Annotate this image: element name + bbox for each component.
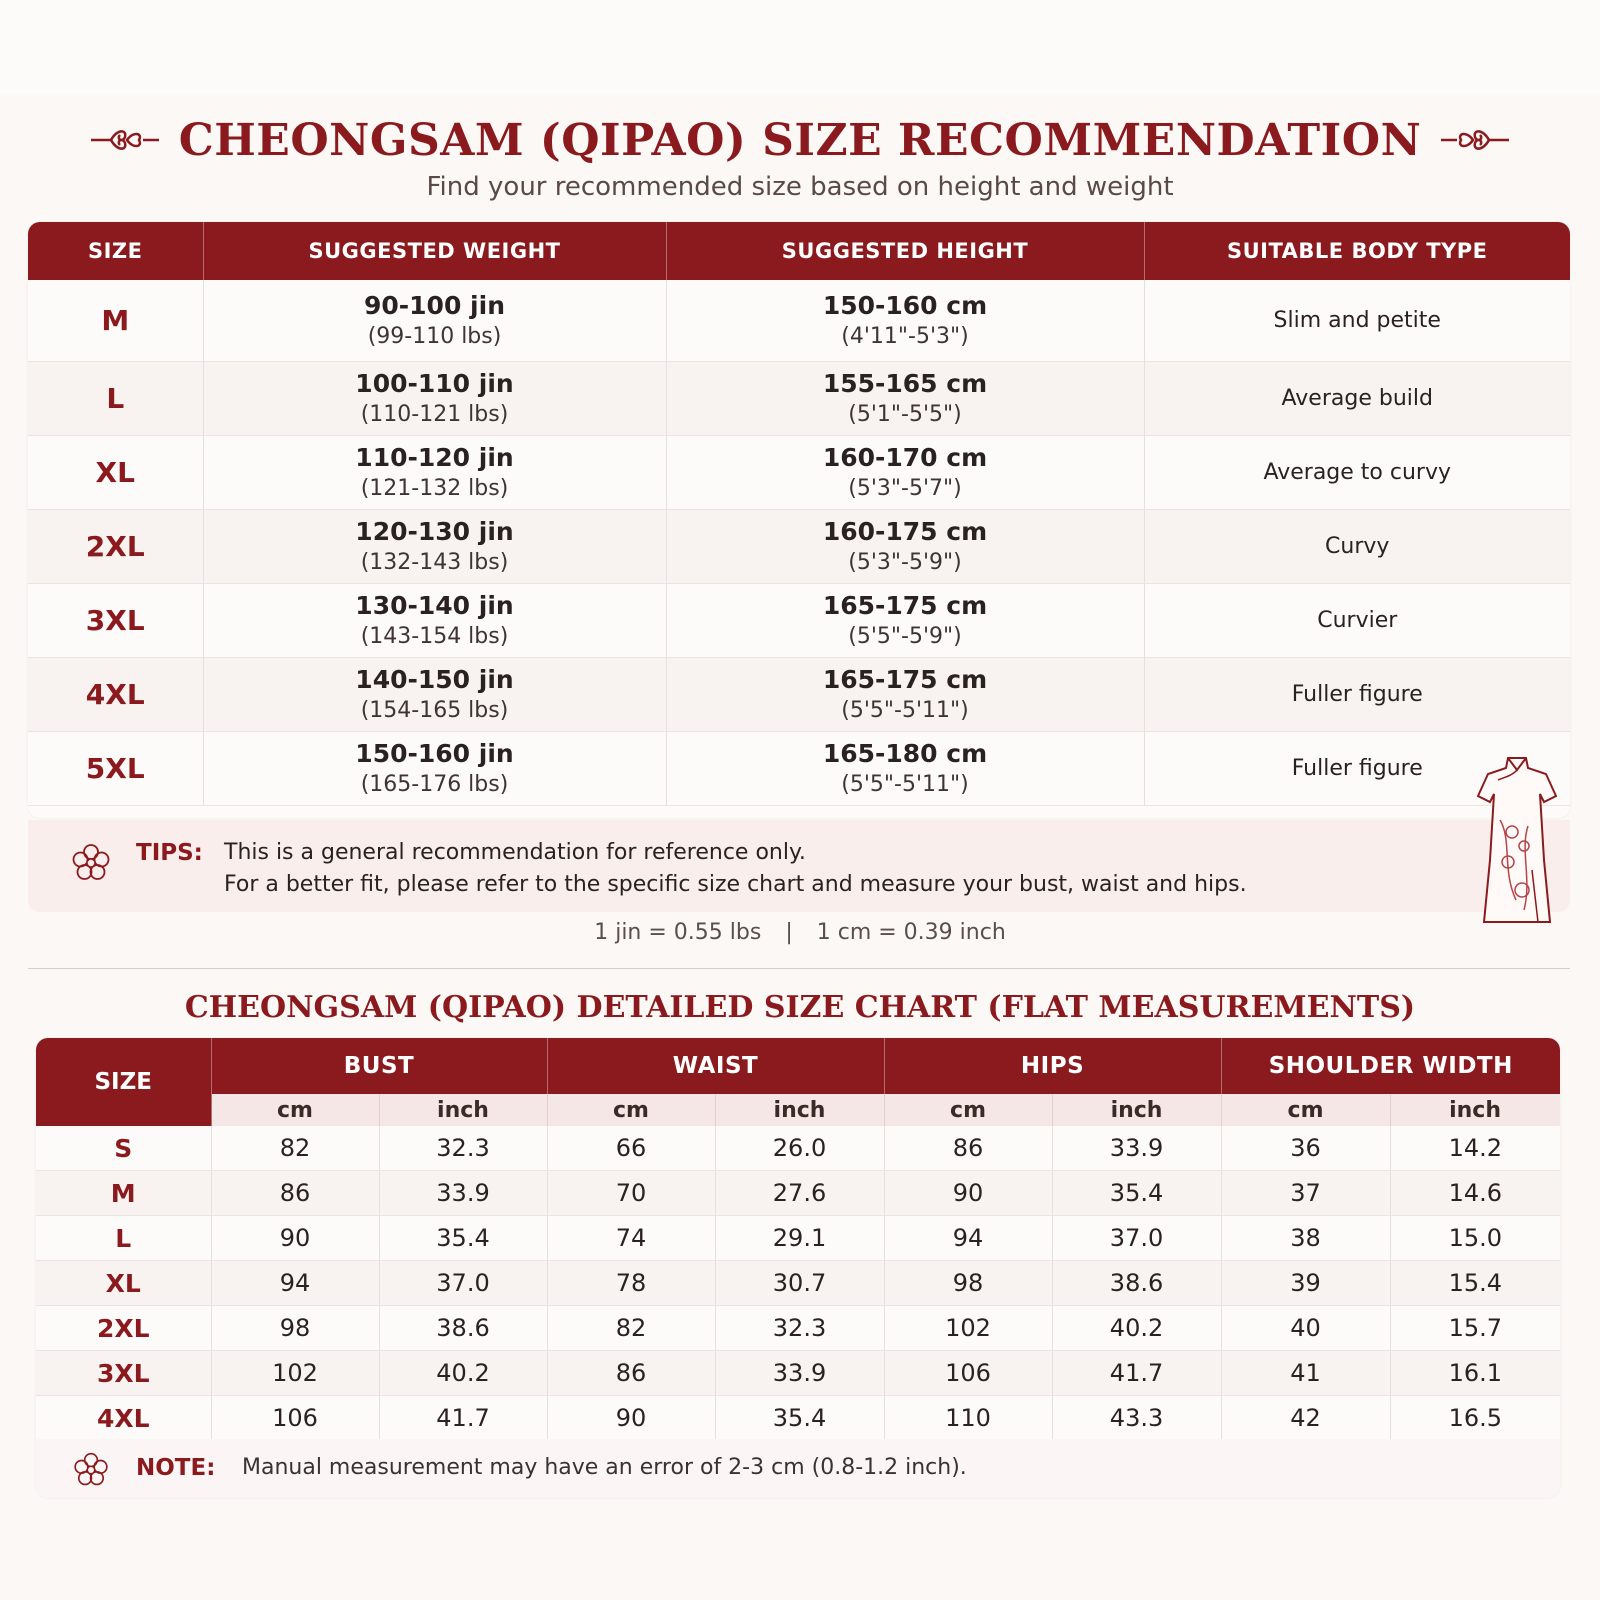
height-ft: (5'5"-5'11") [841,697,969,723]
hips-inch-cell: 35.4 [1052,1171,1221,1216]
height-cell [666,658,1144,732]
shoulder-inch-cell: 15.7 [1390,1306,1560,1351]
weight-jin: 150-160 jin [355,738,514,768]
body-type: Average to curvy [1144,436,1570,510]
table-row [36,1396,1560,1441]
detailed-chart-title: CHEONGSAM (QIPAO) DETAILED SIZE CHART (FLAT MEASUREMENTS) [184,990,1416,1025]
shoulder-cm-cell: 41 [1221,1351,1390,1396]
bust-cm-cell: 90 [211,1216,379,1261]
body-type: Curvier [1144,584,1570,658]
waist-cm-cell: 66 [547,1126,715,1171]
ornament-left-icon [89,125,161,155]
recommendation-row [28,436,1570,510]
bust-cm-cell: 102 [211,1351,379,1396]
bust-inch-cell: 38.6 [379,1306,547,1351]
recommendation-table-card [28,222,1570,818]
weight-lbs: (165-176 lbs) [360,771,509,797]
size-label: M [36,1171,211,1216]
size-label: 3XL [28,584,203,658]
height-cm: 160-175 cm [822,516,988,546]
group-header-bust: BUST [211,1038,547,1094]
weight-lbs: (154-165 lbs) [360,697,509,723]
group-header-hips: HIPS [884,1038,1221,1094]
shoulder-inch-cell: 15.0 [1390,1216,1560,1261]
size-label: XL [36,1261,211,1306]
recommendation-row [28,362,1570,436]
group-header-waist: WAIST [547,1038,884,1094]
weight-jin: 110-120 jin [355,442,514,472]
conversion-jin: 1 jin = 0.55 lbs [594,920,762,945]
bust-inch-cell: 37.0 [379,1261,547,1306]
weight-jin: 140-150 jin [355,664,514,694]
weight-lbs: (132-143 lbs) [360,549,509,575]
bust-inch-cell: 32.3 [379,1126,547,1171]
table-row [36,1306,1560,1351]
bust-cm-cell: 86 [211,1171,379,1216]
body-type: Slim and petite [1144,280,1570,362]
hips-cm-cell: 98 [884,1261,1052,1306]
table-row [36,1261,1560,1306]
weight-jin: 120-130 jin [355,516,514,546]
waist-cm-cell: 86 [547,1351,715,1396]
recommendation-row [28,510,1570,584]
height-cm: 165-180 cm [822,738,988,768]
weight-jin: 90-100 jin [364,290,505,320]
conversion-separator: | [785,920,793,945]
unit-header: inch [1052,1094,1221,1126]
unit-header: inch [1390,1094,1560,1126]
hips-cm-cell: 110 [884,1396,1052,1441]
weight-cell [203,510,666,584]
shoulder-cm-cell: 42 [1221,1396,1390,1441]
bust-cm-cell: 94 [211,1261,379,1306]
waist-cm-cell: 78 [547,1261,715,1306]
shoulder-inch-cell: 14.2 [1390,1126,1560,1171]
height-cell [666,436,1144,510]
shoulder-cm-cell: 36 [1221,1126,1390,1171]
height-ft: (5'3"-5'7") [848,475,962,501]
height-cell [666,732,1144,806]
weight-cell [203,584,666,658]
height-cm: 155-165 cm [822,368,988,398]
bust-cm-cell: 82 [211,1126,379,1171]
height-ft: (5'5"-5'11") [841,771,969,797]
hips-inch-cell: 38.6 [1052,1261,1221,1306]
waist-inch-cell: 32.3 [715,1306,884,1351]
height-cell [666,362,1144,436]
tips-label: TIPS: [136,840,203,866]
detailed-unit-header-row [36,1094,1560,1126]
bust-inch-cell: 33.9 [379,1171,547,1216]
body-type: Curvy [1144,510,1570,584]
hips-inch-cell: 40.2 [1052,1306,1221,1351]
hips-cm-cell: 86 [884,1126,1052,1171]
height-cm: 165-175 cm [822,590,988,620]
body-type: Fuller figure [1144,658,1570,732]
waist-cm-cell: 90 [547,1396,715,1441]
recommendation-row [28,584,1570,658]
height-ft: (5'1"-5'5") [848,401,962,427]
size-label: L [28,362,203,436]
tips-text-line-1: This is a general recommendation for reference only. [224,840,806,865]
column-header-weight: SUGGESTED WEIGHT [203,222,666,280]
unit-conversion [0,920,1600,945]
hips-inch-cell: 33.9 [1052,1126,1221,1171]
shoulder-cm-cell: 37 [1221,1171,1390,1216]
section-divider [28,968,1570,969]
waist-inch-cell: 29.1 [715,1216,884,1261]
height-cell [666,510,1144,584]
weight-cell [203,732,666,806]
page-title: CHEONGSAM (QIPAO) SIZE RECOMMENDATION [178,114,1422,166]
bust-cm-cell: 106 [211,1396,379,1441]
plum-flower-icon [70,842,112,884]
detailed-group-header-row [36,1038,1560,1094]
shoulder-inch-cell: 15.4 [1390,1261,1560,1306]
group-header-shoulder-width: SHOULDER WIDTH [1221,1038,1560,1094]
weight-lbs: (121-132 lbs) [360,475,509,501]
waist-inch-cell: 27.6 [715,1171,884,1216]
waist-cm-cell: 70 [547,1171,715,1216]
height-cm: 160-170 cm [822,442,988,472]
size-label: S [36,1126,211,1171]
column-header-height: SUGGESTED HEIGHT [666,222,1144,280]
table-row [36,1171,1560,1216]
unit-header: cm [884,1094,1052,1126]
height-cm: 165-175 cm [822,664,988,694]
weight-cell [203,436,666,510]
title-row [0,108,1600,172]
tips-box [28,820,1570,912]
page-subtitle: Find your recommended size based on height and weight [426,172,1174,202]
table-row [36,1126,1560,1171]
detailed-size-table-card [36,1038,1560,1498]
shoulder-cm-cell: 40 [1221,1306,1390,1351]
size-label: XL [28,436,203,510]
size-label: M [28,280,203,362]
weight-lbs: (99-110 lbs) [367,323,502,349]
unit-header: inch [379,1094,547,1126]
tips-text-line-2: For a better fit, please refer to the specific size chart and measure your bust, waist and hips. [224,872,1247,897]
waist-inch-cell: 35.4 [715,1396,884,1441]
height-cell [666,280,1144,362]
waist-inch-cell: 26.0 [715,1126,884,1171]
note-label: NOTE: [136,1455,216,1481]
hips-cm-cell: 106 [884,1351,1052,1396]
unit-header: cm [547,1094,715,1126]
note-row [36,1439,1560,1498]
hips-inch-cell: 41.7 [1052,1351,1221,1396]
weight-lbs: (143-154 lbs) [360,623,509,649]
recommendation-row [28,732,1570,806]
size-label: 4XL [36,1396,211,1441]
height-ft: (5'5"-5'9") [848,623,962,649]
hips-inch-cell: 37.0 [1052,1216,1221,1261]
detailed-header-size: SIZE [36,1038,211,1126]
hips-cm-cell: 90 [884,1171,1052,1216]
body-type: Average build [1144,362,1570,436]
unit-header: cm [1221,1094,1390,1126]
waist-inch-cell: 33.9 [715,1351,884,1396]
weight-cell [203,280,666,362]
shoulder-inch-cell: 16.5 [1390,1396,1560,1441]
size-label: 2XL [28,510,203,584]
size-label: 3XL [36,1351,211,1396]
shoulder-inch-cell: 16.1 [1390,1351,1560,1396]
bust-cm-cell: 98 [211,1306,379,1351]
height-ft: (4'11"-5'3") [841,323,969,349]
weight-jin: 130-140 jin [355,590,514,620]
waist-cm-cell: 82 [547,1306,715,1351]
unit-header: cm [211,1094,379,1126]
recommendation-header-row [28,222,1570,280]
size-label: 4XL [28,658,203,732]
size-label: 5XL [28,732,203,806]
unit-header: inch [715,1094,884,1126]
height-cm: 150-160 cm [822,290,988,320]
recommendation-table [28,222,1570,806]
weight-jin: 100-110 jin [355,368,514,398]
column-header-size: SIZE [28,222,203,280]
bust-inch-cell: 40.2 [379,1351,547,1396]
waist-cm-cell: 74 [547,1216,715,1261]
size-label: L [36,1216,211,1261]
size-label: 2XL [36,1306,211,1351]
detailed-size-table [36,1038,1560,1441]
bust-inch-cell: 35.4 [379,1216,547,1261]
hips-inch-cell: 43.3 [1052,1396,1221,1441]
bust-inch-cell: 41.7 [379,1396,547,1441]
conversion-cm: 1 cm = 0.39 inch [816,920,1006,945]
column-header-body-type: SUITABLE BODY TYPE [1144,222,1570,280]
waist-inch-cell: 30.7 [715,1261,884,1306]
weight-cell [203,362,666,436]
plum-flower-icon [72,1451,110,1489]
height-cell [666,584,1144,658]
table-row [36,1351,1560,1396]
body-type: Fuller figure [1144,732,1570,806]
shoulder-inch-cell: 14.6 [1390,1171,1560,1216]
hips-cm-cell: 102 [884,1306,1052,1351]
page-top-band [0,0,1600,95]
qipao-dress-icon [1472,750,1562,940]
shoulder-cm-cell: 38 [1221,1216,1390,1261]
ornament-right-icon [1439,125,1511,155]
weight-cell [203,658,666,732]
table-row [36,1216,1560,1261]
hips-cm-cell: 94 [884,1216,1052,1261]
height-ft: (5'3"-5'9") [848,549,962,575]
recommendation-row [28,280,1570,362]
weight-lbs: (110-121 lbs) [360,401,509,427]
shoulder-cm-cell: 39 [1221,1261,1390,1306]
note-text: Manual measurement may have an error of 2-3 cm (0.8-1.2 inch). [242,1455,967,1480]
recommendation-row [28,658,1570,732]
